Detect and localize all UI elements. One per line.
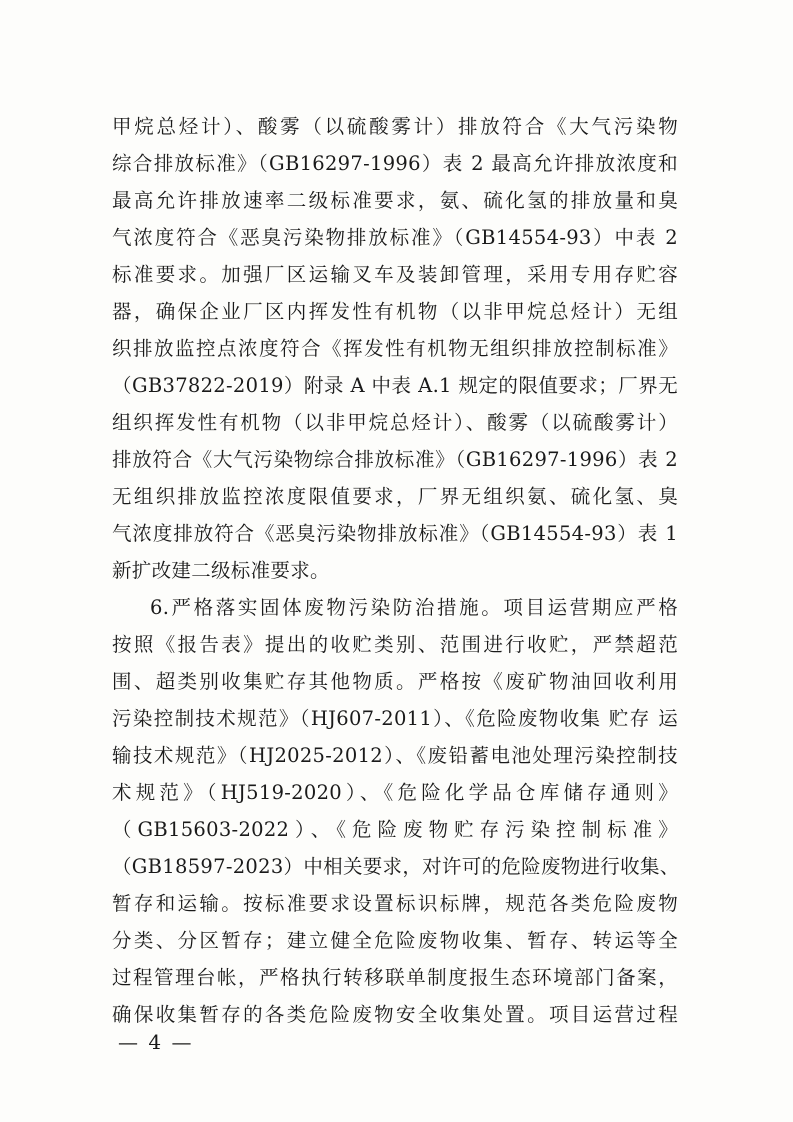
text-line: 标准要求。加强厂区运输叉车及装卸管理，采用专用存贮容 [112,263,678,286]
text-line: 综合排放标准》（GB16297-1996）表 2 最高允许排放浓度和 [112,152,678,175]
text-line: 输技术规范》（HJ2025-2012）、《废铅蓄电池处理污染控制技 [112,744,678,767]
page-number: — 4 — [118,1030,194,1054]
paragraph-6-first-line: 6.严格落实固体废物污染防治措施。项目运营期应严格 [150,596,678,619]
text-line: 按照《报告表》提出的收贮类别、范围进行收贮，严禁超范 [112,633,678,656]
text-line: 气浓度符合《恶臭污染物排放标准》（GB14554-93）中表 2 [112,226,678,249]
text-line: 无组织排放监控浓度限值要求，厂界无组织氨、硫化氢、臭 [112,485,678,508]
text-line: 污染控制技术规范》（HJ607-2011）、《危险废物收集 贮存 运 [112,707,678,730]
text-line: 术规范》（HJ519-2020）、《危险化学品仓库储存通则》 [112,781,678,804]
text-line: 最高允许排放速率二级标准要求，氨、硫化氢的排放量和臭 [112,189,678,212]
text-line: （GB37822-2019）附录 A 中表 A.1 规定的限值要求；厂界无 [112,374,678,397]
text-line: （GB15603-2022）、《危险废物贮存污染控制标准》 [112,818,678,841]
text-line: 暂存和运输。按标准要求设置标识标牌，规范各类危险废物 [112,892,678,915]
text-line: 气浓度排放符合《恶臭污染物排放标准》（GB14554-93）表 1 [112,522,678,545]
text-line: 组织挥发性有机物（以非甲烷总烃计）、酸雾（以硫酸雾计） [112,411,678,434]
text-line: 甲烷总烃计）、酸雾（以硫酸雾计）排放符合《大气污染物 [112,115,678,138]
text-line: 过程管理台帐，严格执行转移联单制度报生态环境部门备案， [112,966,678,989]
text-line: 分类、分区暂存；建立健全危险废物收集、暂存、转运等全 [112,929,678,952]
text-line: 器，确保企业厂区内挥发性有机物（以非甲烷总烃计）无组 [112,300,678,323]
text-line: 新扩改建二级标准要求。 [112,559,330,582]
text-line: （GB18597-2023）中相关要求，对许可的危险废物进行收集、 [112,855,680,878]
text-line: 织排放监控点浓度符合《挥发性有机物无组织排放控制标准》 [112,337,678,360]
text-line: 排放符合《大气污染物综合排放标准》（GB16297-1996）表 2 [112,448,678,471]
document-body [112,108,678,1033]
text-line: 确保收集暂存的各类危险废物安全收集处置。项目运营过程 [112,1003,678,1026]
text-line: 围、超类别收集贮存其他物质。严格按《废矿物油回收利用 [112,670,678,693]
